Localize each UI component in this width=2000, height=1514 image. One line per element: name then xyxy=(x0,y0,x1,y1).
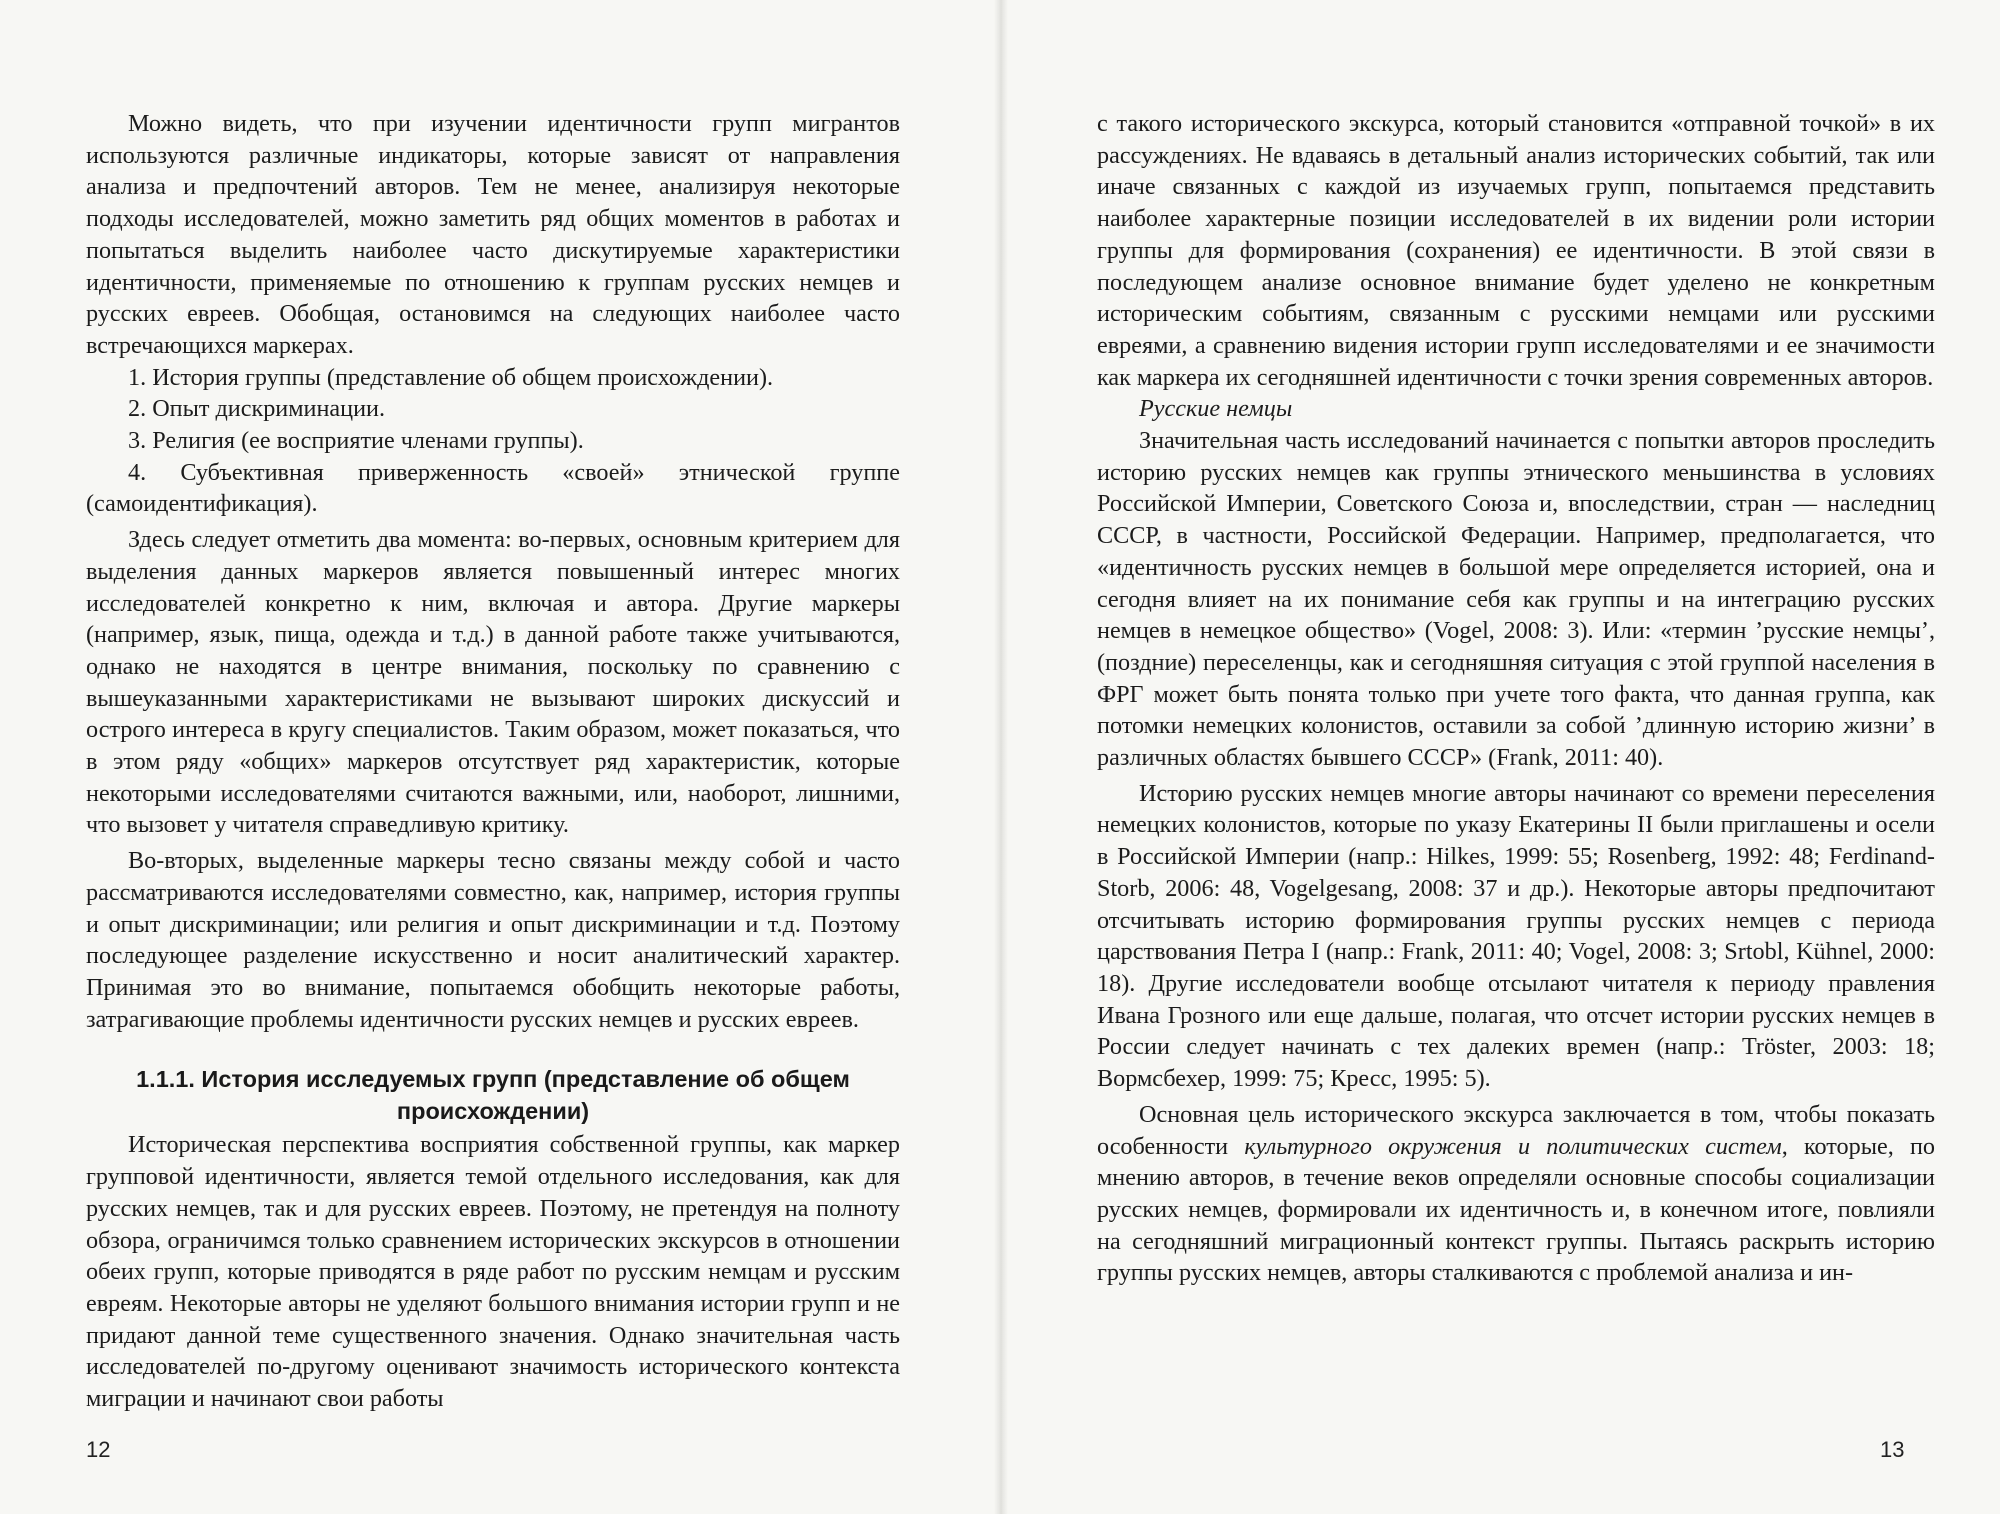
list-item: 1. История группы (представление об общем происхождении). xyxy=(128,363,774,391)
paragraph-text: , которые, по мнению авторов, в течение веков определяли основные способы социализации русских немцев, формировали их идентичность и, в конечном итоге, повлияли на сегодняшний миграционный контекст группы. Пытаясь раскрыть историю группы русских немцев, авторы сталкиваются с проблемой анализа и ин- xyxy=(1097,1132,1935,1287)
section-heading: 1.1.1. История исследуемых групп (представление об общем происхождении) xyxy=(136,1066,850,1125)
list-item: 3. Религия (ее восприятие членами группы). xyxy=(128,427,584,455)
paragraph-continued: с такого исторического экскурса, который становится «отправной точкой» в их рассуждениях. Не вдаваясь в детальный анализ исторических событий, так или иначе связанных с каждой из изучаемых групп, попытаемся представить наиболее характерные позиции исследователей в их видении роли истории группы для формирования (сохранения) ее идентичности. В этой связи в последующем анализе основное внимание будет уделено не конкретным историческим событиям, связанным с русскими немцами или русскими евреями, а сравнению видения истории групп исследователями и ее значимости как маркера их сегодняшней идентичности с точки зрения современных авторов. xyxy=(1097,110,1935,391)
right-page xyxy=(1005,0,2000,1514)
page-number: 12 xyxy=(86,1437,111,1462)
list-item: 4. Субъективная приверженность «своей» этнической группе (самоидентификация). xyxy=(86,458,900,518)
right-page-text xyxy=(1097,108,1935,1289)
left-page-text xyxy=(86,108,900,1415)
paragraph xyxy=(1097,1099,1935,1289)
paragraph: Значительная часть исследований начинается с попытки авторов проследить историю русских немцев как группы этнического меньшинства в условиях Российской Империи, Советского Союза и, впоследствии, стран — наследниц СССР, в частности, Российской Федерации. Например, предполагается, что «идентичность русских немцев в большой мере определяется историей, она и сегодня влияет на их понимание себя как группы и на интеграцию русских немцев в немецкое общество» (Vogel, 2008: 3). Или: «термин ’русские немцы’, (поздние) переселенцы, как и сегодняшняя ситуация с этой группой населения в ФРГ может быть понята только при учете того факта, что данная группа, как потомки немецких колонистов, оставили за собой ’длинную историю жизни’ в различных областях бывшего СССР» (Frank, 2011: 40). xyxy=(1097,427,1935,772)
paragraph: Можно видеть, что при изучении идентичности групп мигрантов используются различные индикаторы, которые зависят от направления анализа и предпочтений авторов. Тем не менее, анализируя некоторые подходы исследователей, можно заметить ряд общих моментов в работах и попытаться выделить наиболее часто дискутируемые характеристики идентичности, применяемые по отношению к группам русских немцев и русских евреев. Обобщая, остановимся на следующих наиболее часто встречающихся маркерах. xyxy=(86,110,900,359)
emphasized-text: культурного окружения и политических систем xyxy=(1244,1132,1782,1160)
paragraph: Историческая перспектива восприятия собственной группы, как маркер групповой идентичности, является темой отдельного исследования, как для русских немцев, так и для русских евреев. Поэтому, не претендуя на полноту обзора, ограничимся только сравнением исторических экскурсов в отношении обеих групп, которые приводятся в ряде работ по русским немцам и русским евреям. Некоторые авторы не уделяют большого внимания истории групп и не придают данной теме существенного значения. Однако значительная часть исследователей по-другому оценивают значимость исторического контекста миграции и начинают свои работы xyxy=(86,1131,900,1413)
paragraph-text: Основная цель исторического экскурса заключается в том, чтобы показать особенности xyxy=(1097,1100,1935,1160)
page-number: 13 xyxy=(1880,1437,1905,1462)
paragraph: Историю русских немцев многие авторы начинают со времени переселения немецких колонистов, которые по указу Екатерины II были приглашены и осели в Российской Империи (напр.: Hilkes, 1999: 55; Rosenberg, 1992: 48; Ferdinand-Storb, 2006: 48, Vogelgesang, 2008: 37 и др.). Некоторые авторы предпочитают отсчитывать историю формирования группы русских немцев с периода царствования Петра I (напр.: Frank, 2011: 40; Vogel, 2008: 3; Srtobl, Kühnel, 2000: 18). Другие исследователи вообще отсылают читателя к периоду правления Ивана Грозного или еще дальше, полагая, что отсчет истории русских немцев в России следует начинать с тех далеких времен (напр.: Tröster, 2003: 18; Вормсбехер, 1999: 75; Кресс, 1995: 5). xyxy=(1097,779,1935,1093)
list-item: 2. Опыт дискриминации. xyxy=(128,395,386,423)
paragraph: Во-вторых, выделенные маркеры тесно связаны между собой и часто рассматриваются исследователями совместно, как, например, история группы и опыт дискриминации; или религия и опыт дискриминации и т.д. Поэтому последующее разделение искусственно и носит аналитический характер. Принимая это во внимание, попытаемся обобщить некоторые работы, затрагивающие проблемы идентичности русских немцев и русских евреев. xyxy=(86,847,900,1033)
subheading: Русские немцы xyxy=(1139,395,1293,423)
left-page xyxy=(0,0,997,1514)
paragraph: Здесь следует отметить два момента: во-первых, основным критерием для выделения данных маркеров является повышенный интерес многих исследователей конкретно к ним, включая и автора. Другие маркеры (например, язык, пища, одежда и т.д.) в данной работе также учитываются, однако не находятся в центре внимания, поскольку по сравнению с вышеуказанными характеристиками не вызывают широких дискуссий и острого интереса в кругу специалистов. Таким образом, может показаться, что в этом ряду «общих» маркеров отсутствует ряд характеристик, которые некоторыми исследователями считаются важными, или, наоборот, лишними, что вызовет у читателя справедливую критику. xyxy=(86,526,900,839)
